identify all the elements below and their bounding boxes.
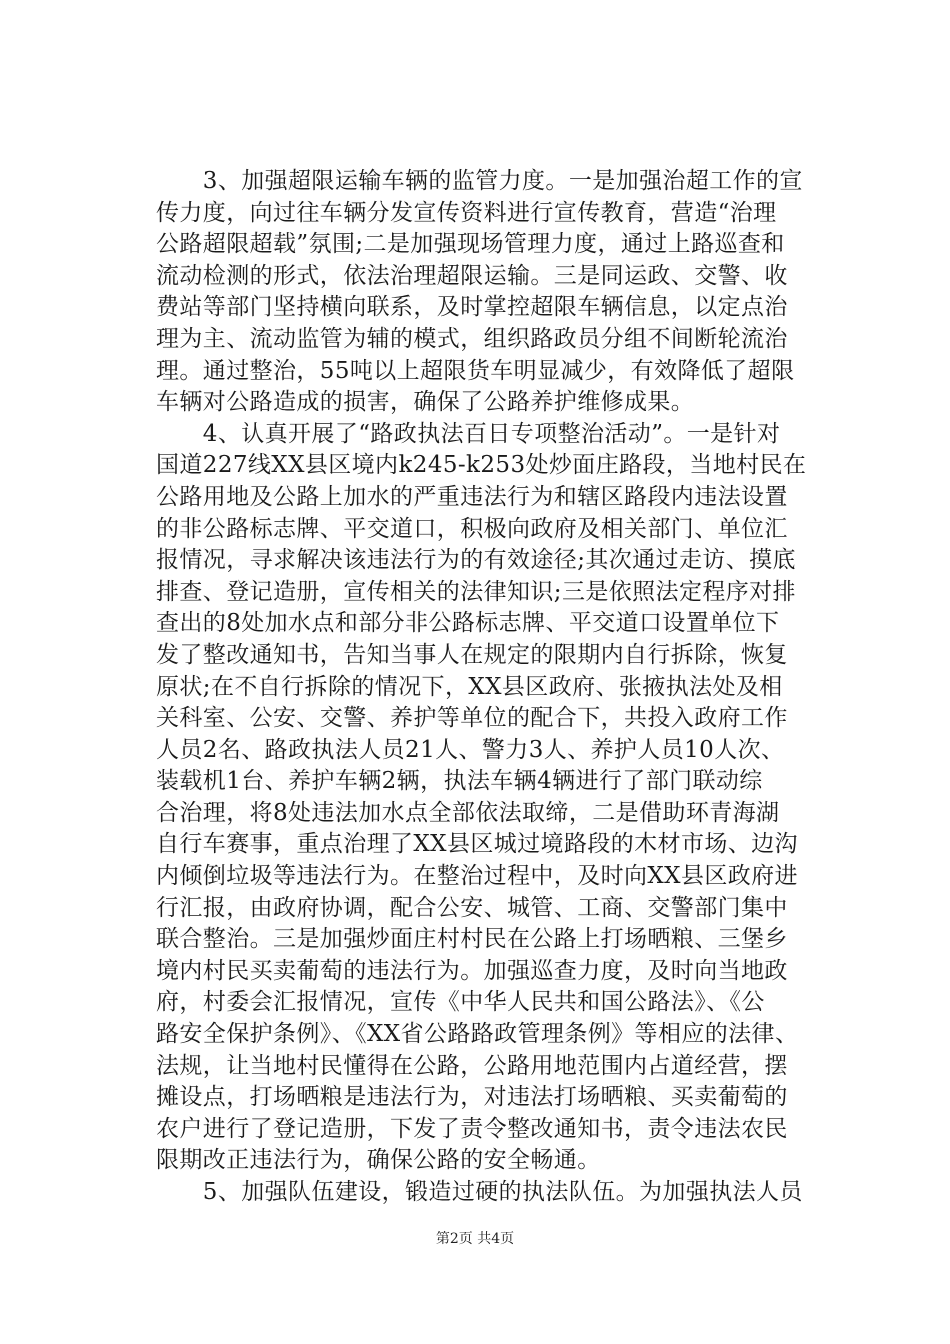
text-line: 3、加强超限运输车辆的监管力度。一是加强治超工作的宣 [156, 168, 803, 194]
text-line: 发了整改通知书，告知当事人在规定的限期内自行拆除，恢复 [156, 641, 788, 668]
document-body [156, 166, 836, 1209]
text-line: 府，村委会汇报情况，宣传《中华人民共和国公路法》、《公 [156, 989, 765, 1016]
text-line: 费站等部门坚持横向联系，及时掌控超限车辆信息，以定点治 [156, 294, 788, 321]
text-line: 行汇报，由政府协调，配合公安、城管、工商、交警部门集中 [156, 894, 788, 921]
text-line: 理。通过整治，55吨以上超限货车明显减少，有效降低了超限 [156, 357, 795, 384]
text-line: 车辆对公路造成的损害，确保了公路养护维修成果。 [156, 389, 695, 416]
text-line: 境内村民买卖葡萄的违法行为。加强巡查力度，及时向当地政 [156, 957, 788, 984]
text-line: 公路超限超载”氛围;二是加强现场管理力度，通过上路巡查和 [156, 231, 785, 258]
text-line: 4、认真开展了“路政执法百日专项整治活动”。一是针对 [156, 420, 781, 447]
text-line: 查出的8处加水点和部分非公路标志牌、平交道口设置单位下 [156, 610, 780, 637]
text-line: 法规，让当地村民懂得在公路，公路用地范围内占道经营，摆 [156, 1052, 788, 1079]
text-line: 报情况，寻求解决该违法行为的有效途径;其次通过走访、摸底 [156, 547, 796, 574]
text-line: 摊设点，打场晒粮是违法行为，对违法打场晒粮、买卖葡萄的 [156, 1084, 788, 1111]
text-line: 原状;在不自行拆除的情况下，XX县区政府、张掖执法处及相 [156, 673, 783, 700]
text-line: 人员2名、路政执法人员21人、警力3人、养护人员10人次、 [156, 736, 785, 763]
text-line: 国道227线XX县区境内k245-k253处炒面庄路段，当地村民在 [156, 452, 807, 479]
text-line: 的非公路标志牌、平交道口，积极向政府及相关部门、单位汇 [156, 515, 788, 542]
text-line: 内倾倒垃圾等违法行为。在整治过程中，及时向XX县区政府进 [156, 863, 798, 890]
text-line: 农户进行了登记造册，下发了责令整改通知书，责令违法农民 [156, 1115, 788, 1142]
text-line: 限期改正违法行为，确保公路的安全畅通。 [156, 1147, 601, 1174]
text-line: 关科室、公安、交警、养护等单位的配合下，共投入政府工作 [156, 705, 788, 732]
text-line: 5、加强队伍建设，锻造过硬的执法队伍。为加强执法人员 [156, 1179, 803, 1205]
text-line: 流动检测的形式，依法治理超限运输。三是同运政、交警、收 [156, 262, 788, 289]
page-number-footer: 第2页 共4页 [435, 1231, 515, 1247]
text-line: 理为主、流动监管为辅的模式，组织路政员分组不间断轮流治 [156, 325, 788, 352]
text-line: 装载机1台、养护车辆2辆，执法车辆4辆进行了部门联动综 [156, 768, 763, 795]
text-line: 排查、登记造册，宣传相关的法律知识;三是依照法定程序对排 [156, 578, 796, 605]
text-line: 路安全保护条例》、《XX省公路路政管理条例》等相应的法律、 [156, 1021, 799, 1048]
text-line: 自行车赛事，重点治理了XX县区城过境路段的木材市场、边沟 [156, 831, 798, 858]
text-line: 公路用地及公路上加水的严重违法行为和辖区路段内违法设置 [156, 483, 788, 510]
text-line: 合治理，将8处违法加水点全部依法取缔，二是借助环青海湖 [156, 799, 780, 826]
text-line: 联合整治。三是加强炒面庄村村民在公路上打场晒粮、三堡乡 [156, 926, 788, 953]
text-line: 传力度，向过往车辆分发宣传资料进行宣传教育，营造“治理 [156, 199, 777, 226]
